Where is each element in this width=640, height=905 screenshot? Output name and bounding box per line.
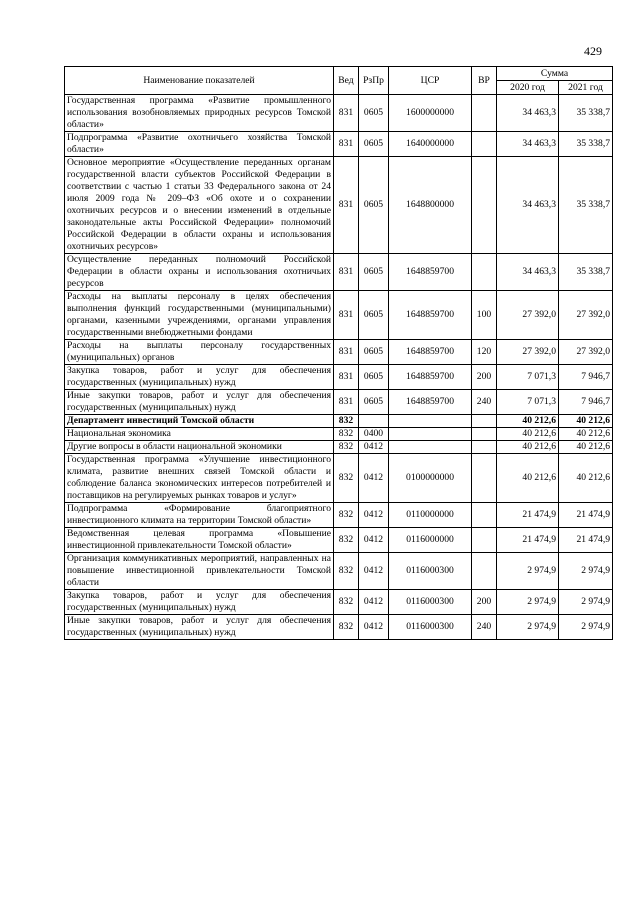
row-csr: 1648800000 xyxy=(389,157,472,254)
row-csr: 0110000000 xyxy=(389,503,472,528)
row-ved: 832 xyxy=(334,428,359,441)
row-csr xyxy=(389,428,472,441)
row-ved: 831 xyxy=(334,390,359,415)
row-rzpr: 0605 xyxy=(359,390,389,415)
row-name: Закупка товаров, работ и услуг для обеспечения государственных (муниципальных) нужд xyxy=(65,590,334,615)
row-sum-2021: 35 338,7 xyxy=(559,95,613,132)
row-rzpr: 0400 xyxy=(359,428,389,441)
row-sum-2020: 27 392,0 xyxy=(497,340,559,365)
row-vr xyxy=(472,454,497,503)
row-rzpr: 0605 xyxy=(359,95,389,132)
row-name: Подпрограмма «Развитие охотничьего хозяйства Томской области» xyxy=(65,132,334,157)
row-csr xyxy=(389,415,472,428)
row-vr: 120 xyxy=(472,340,497,365)
row-csr: 0116000300 xyxy=(389,553,472,590)
row-vr: 200 xyxy=(472,590,497,615)
table-body xyxy=(65,95,613,640)
table-row xyxy=(65,365,613,390)
row-sum-2021: 7 946,7 xyxy=(559,365,613,390)
row-csr: 0116000300 xyxy=(389,615,472,640)
table-row xyxy=(65,340,613,365)
row-csr: 1648859700 xyxy=(389,390,472,415)
row-vr xyxy=(472,254,497,291)
row-sum-2021: 35 338,7 xyxy=(559,132,613,157)
row-ved: 832 xyxy=(334,454,359,503)
row-ved: 832 xyxy=(334,615,359,640)
row-rzpr: 0412 xyxy=(359,615,389,640)
row-sum-2020: 34 463,3 xyxy=(497,254,559,291)
row-rzpr: 0412 xyxy=(359,528,389,553)
row-name: Основное мероприятие «Осуществление переданных органам государственной власти субъектов Российской Федерации в соответствии с частью 1 статьи 33 Федерального закона от 24 июля 2009 года № 209–ФЗ «Об охоте и о сохранении охотничьих ресурсов и о внесении изменений в отдельные законодательные акты Российской Федерации» полномочий Российской Федерации в области охраны и использования охотничьих ресурсов» xyxy=(65,157,334,254)
row-ved: 832 xyxy=(334,553,359,590)
table-row xyxy=(65,291,613,340)
row-vr xyxy=(472,428,497,441)
table-row xyxy=(65,503,613,528)
header-csr: ЦСР xyxy=(389,67,472,95)
row-rzpr: 0412 xyxy=(359,441,389,454)
header-2021: 2021 год xyxy=(559,81,613,95)
page-number: 429 xyxy=(584,44,602,58)
table-row xyxy=(65,415,613,428)
row-sum-2020: 34 463,3 xyxy=(497,157,559,254)
row-vr xyxy=(472,553,497,590)
budget-table xyxy=(64,66,613,640)
header-2020: 2020 год xyxy=(497,81,559,95)
row-vr xyxy=(472,132,497,157)
row-vr xyxy=(472,157,497,254)
row-sum-2020: 2 974,9 xyxy=(497,553,559,590)
row-sum-2021: 40 212,6 xyxy=(559,441,613,454)
table-row xyxy=(65,528,613,553)
row-name: Расходы на выплаты персоналу в целях обеспечения выполнения функций государственными (муниципальными) органами, казенными учреждениями, органами управления государственными внебюджетными фондами xyxy=(65,291,334,340)
row-ved: 831 xyxy=(334,95,359,132)
row-vr xyxy=(472,415,497,428)
row-name: Подпрограмма «Формирование благоприятного инвестиционного климата на территории Томской области» xyxy=(65,503,334,528)
row-ved: 832 xyxy=(334,528,359,553)
row-sum-2020: 7 071,3 xyxy=(497,365,559,390)
row-rzpr: 0605 xyxy=(359,132,389,157)
row-csr: 1600000000 xyxy=(389,95,472,132)
row-name: Закупка товаров, работ и услуг для обеспечения государственных (муниципальных) нужд xyxy=(65,365,334,390)
row-vr: 240 xyxy=(472,390,497,415)
row-csr: 1648859700 xyxy=(389,340,472,365)
row-sum-2021: 2 974,9 xyxy=(559,553,613,590)
table-row xyxy=(65,132,613,157)
row-ved: 832 xyxy=(334,590,359,615)
row-sum-2020: 2 974,9 xyxy=(497,590,559,615)
row-ved: 831 xyxy=(334,254,359,291)
row-sum-2020: 40 212,6 xyxy=(497,428,559,441)
table-row xyxy=(65,95,613,132)
row-vr xyxy=(472,95,497,132)
row-csr: 0100000000 xyxy=(389,454,472,503)
row-sum-2020: 40 212,6 xyxy=(497,454,559,503)
row-ved: 831 xyxy=(334,291,359,340)
row-sum-2021: 40 212,6 xyxy=(559,428,613,441)
row-sum-2021: 27 392,0 xyxy=(559,291,613,340)
table-row xyxy=(65,454,613,503)
table-row xyxy=(65,428,613,441)
table-row xyxy=(65,254,613,291)
row-sum-2020: 27 392,0 xyxy=(497,291,559,340)
row-rzpr xyxy=(359,415,389,428)
row-vr xyxy=(472,528,497,553)
row-ved: 832 xyxy=(334,415,359,428)
row-csr: 0116000300 xyxy=(389,590,472,615)
table-row xyxy=(65,390,613,415)
row-name: Ведомственная целевая программа «Повышение инвестиционной привлекательности Томской области» xyxy=(65,528,334,553)
table-row xyxy=(65,553,613,590)
row-sum-2020: 40 212,6 xyxy=(497,415,559,428)
row-sum-2021: 40 212,6 xyxy=(559,415,613,428)
row-name: Другие вопросы в области национальной экономики xyxy=(65,441,334,454)
row-sum-2020: 7 071,3 xyxy=(497,390,559,415)
row-csr: 0116000000 xyxy=(389,528,472,553)
row-name: Организация коммуникативных мероприятий, направленных на повышение инвестиционной привлекательности Томской области xyxy=(65,553,334,590)
row-csr xyxy=(389,441,472,454)
row-name: Государственная программа «Улучшение инвестиционного климата, развитие внешних связей Томской области и соблюдение баланса экономических интересов потребителей и поставщиков на регулируемых рынках товаров и услуг» xyxy=(65,454,334,503)
row-csr: 1640000000 xyxy=(389,132,472,157)
row-rzpr: 0412 xyxy=(359,553,389,590)
row-ved: 831 xyxy=(334,365,359,390)
row-sum-2021: 27 392,0 xyxy=(559,340,613,365)
row-vr xyxy=(472,441,497,454)
table-row xyxy=(65,615,613,640)
row-ved: 831 xyxy=(334,157,359,254)
table-row xyxy=(65,441,613,454)
row-ved: 831 xyxy=(334,132,359,157)
row-sum-2021: 2 974,9 xyxy=(559,615,613,640)
row-sum-2021: 35 338,7 xyxy=(559,254,613,291)
row-sum-2021: 2 974,9 xyxy=(559,590,613,615)
row-vr xyxy=(472,503,497,528)
header-sum: Сумма xyxy=(497,67,613,81)
row-vr: 100 xyxy=(472,291,497,340)
row-rzpr: 0605 xyxy=(359,340,389,365)
row-sum-2020: 21 474,9 xyxy=(497,503,559,528)
row-ved: 831 xyxy=(334,340,359,365)
row-csr: 1648859700 xyxy=(389,365,472,390)
row-rzpr: 0605 xyxy=(359,157,389,254)
row-rzpr: 0605 xyxy=(359,254,389,291)
row-sum-2020: 34 463,3 xyxy=(497,132,559,157)
row-ved: 832 xyxy=(334,441,359,454)
header-rzpr: РзПр xyxy=(359,67,389,95)
header-vr: ВР xyxy=(472,67,497,95)
row-name: Осуществление переданных полномочий Российской Федерации в области охраны и использования охотничьих ресурсов xyxy=(65,254,334,291)
row-sum-2021: 21 474,9 xyxy=(559,528,613,553)
table-row xyxy=(65,590,613,615)
row-rzpr: 0605 xyxy=(359,291,389,340)
row-sum-2020: 21 474,9 xyxy=(497,528,559,553)
row-csr: 1648859700 xyxy=(389,291,472,340)
row-vr: 240 xyxy=(472,615,497,640)
row-sum-2021: 40 212,6 xyxy=(559,454,613,503)
row-name: Иные закупки товаров, работ и услуг для обеспечения государственных (муниципальных) нужд xyxy=(65,615,334,640)
row-sum-2020: 40 212,6 xyxy=(497,441,559,454)
row-sum-2021: 21 474,9 xyxy=(559,503,613,528)
row-vr: 200 xyxy=(472,365,497,390)
row-sum-2020: 34 463,3 xyxy=(497,95,559,132)
row-csr: 1648859700 xyxy=(389,254,472,291)
row-sum-2020: 2 974,9 xyxy=(497,615,559,640)
table-row xyxy=(65,157,613,254)
row-sum-2021: 7 946,7 xyxy=(559,390,613,415)
row-rzpr: 0412 xyxy=(359,454,389,503)
row-rzpr: 0412 xyxy=(359,503,389,528)
row-name: Расходы на выплаты персоналу государственных (муниципальных) органов xyxy=(65,340,334,365)
row-sum-2021: 35 338,7 xyxy=(559,157,613,254)
row-name: Национальная экономика xyxy=(65,428,334,441)
row-rzpr: 0412 xyxy=(359,590,389,615)
row-ved: 832 xyxy=(334,503,359,528)
row-name: Иные закупки товаров, работ и услуг для обеспечения государственных (муниципальных) нужд xyxy=(65,390,334,415)
header-ved: Вед xyxy=(334,67,359,95)
row-name: Департамент инвестиций Томской области xyxy=(65,415,334,428)
table-header-row xyxy=(65,67,613,81)
row-rzpr: 0605 xyxy=(359,365,389,390)
header-name: Наименование показателей xyxy=(65,67,334,95)
row-name: Государственная программа «Развитие промышленного использования возобновляемых природных ресурсов Томской области» xyxy=(65,95,334,132)
